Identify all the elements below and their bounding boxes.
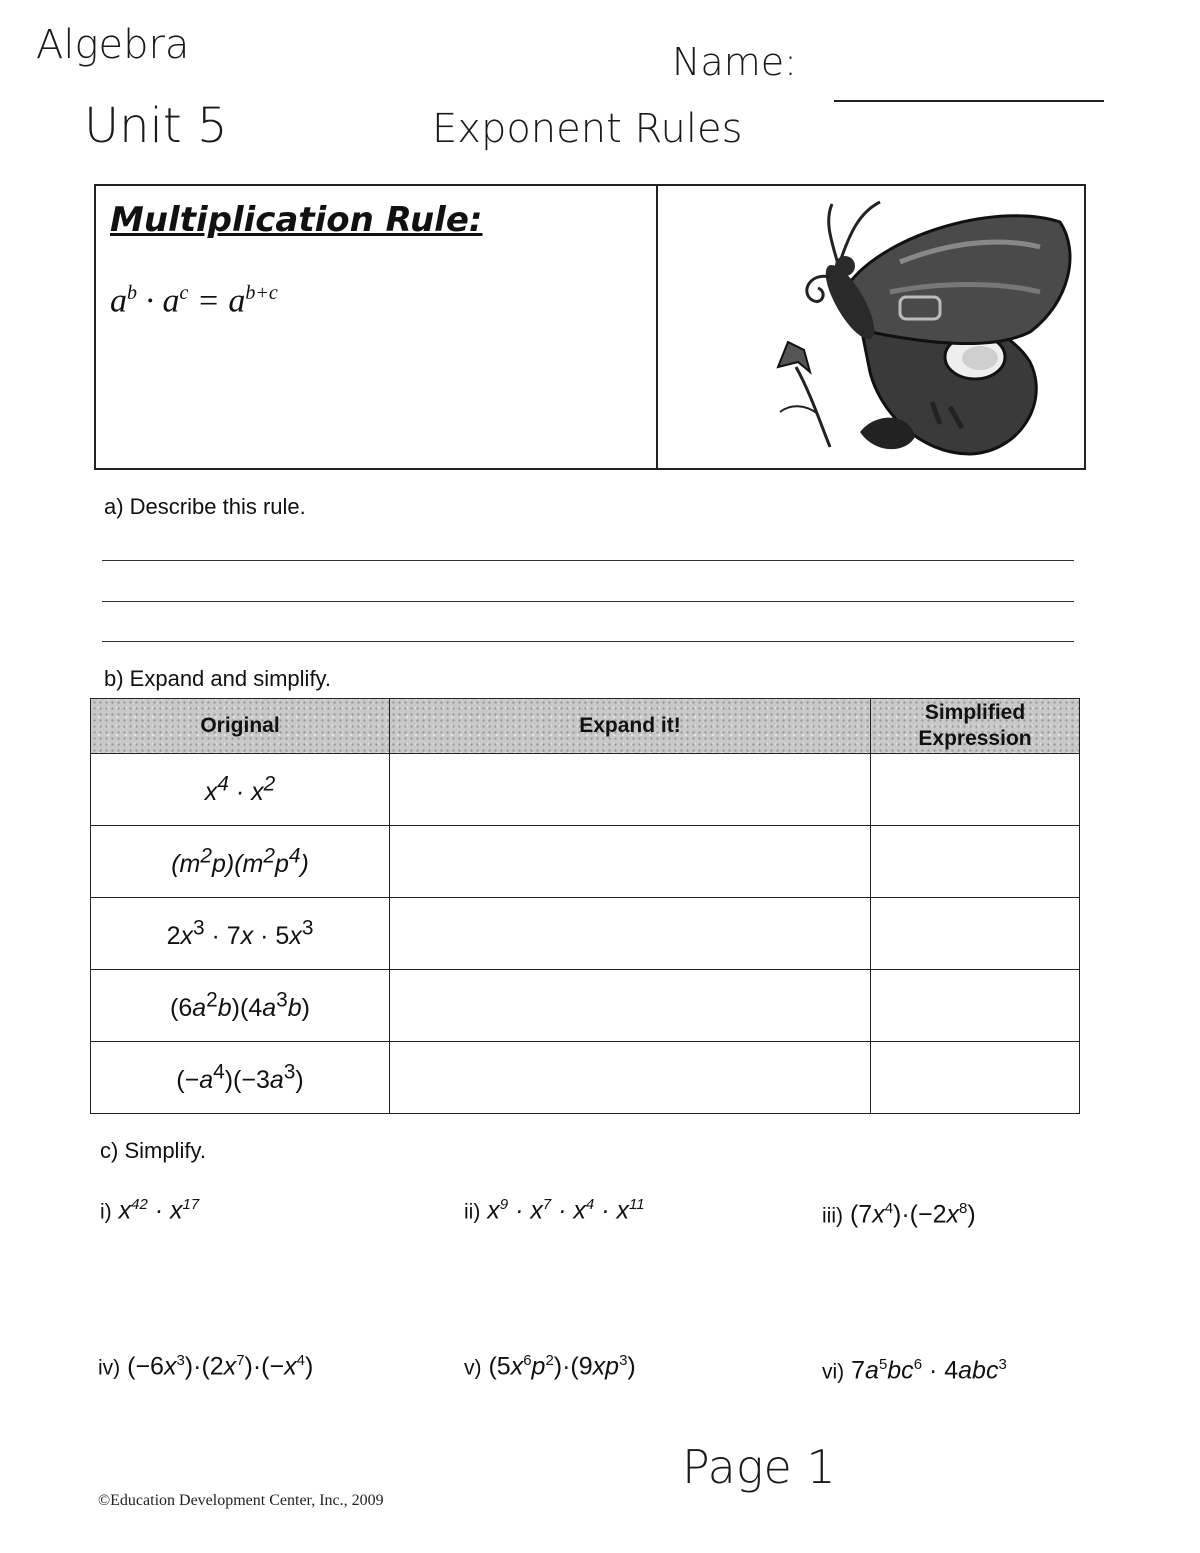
rule-text-panel <box>96 186 658 468</box>
expand-cell[interactable] <box>390 898 871 970</box>
name-blank-line[interactable] <box>834 100 1104 102</box>
simplified-cell[interactable] <box>871 970 1080 1042</box>
expression-2: $(m^2p)(m^2p^4)$ <box>171 844 309 878</box>
original-expression <box>91 754 390 826</box>
expand-cell[interactable] <box>390 1042 871 1114</box>
expand-cell[interactable] <box>390 826 871 898</box>
expression-4: $(6a^2b)(4a^3b)$ <box>170 988 310 1022</box>
expand-simplify-table <box>90 698 1080 1114</box>
expression-5: $(-a^4)(-3a^3)$ <box>176 1060 304 1094</box>
column-header-expand: Expand it! <box>390 699 871 754</box>
table-header-row <box>91 699 1080 754</box>
rule-heading: Multiplication Rule: <box>110 200 483 240</box>
column-header-simplified-label: Simplified Expression <box>918 701 1032 750</box>
original-expression <box>91 970 390 1042</box>
butterfly-illustration <box>700 192 1080 464</box>
expand-cell[interactable] <box>390 754 871 826</box>
name-label: Name: <box>672 40 797 84</box>
expand-cell[interactable] <box>390 970 871 1042</box>
problem-i: i) $x^{42} \cdot x^{17}$ <box>100 1196 200 1225</box>
question-c-prompt: c) Simplify. <box>100 1138 206 1163</box>
table-row <box>91 898 1080 970</box>
table-row <box>91 1042 1080 1114</box>
table-row <box>91 754 1080 826</box>
original-expression <box>91 826 390 898</box>
simplified-cell[interactable] <box>871 826 1080 898</box>
expression-3: $2x^3 \cdot 7x \cdot 5x^3$ <box>166 916 314 950</box>
simplified-cell[interactable] <box>871 898 1080 970</box>
rule-formula: $a^b \cdot a^c = a^{b+c}$ <box>110 282 278 320</box>
simplified-cell[interactable] <box>871 754 1080 826</box>
question-b-prompt: b) Expand and simplify. <box>104 666 332 691</box>
problem-v: v) $(5x^6p^2)\cdot(9xp^3)$ <box>464 1352 636 1381</box>
rule-box <box>94 184 1086 470</box>
answer-line[interactable] <box>102 601 1074 602</box>
worksheet-title: Exponent Rules <box>432 106 743 152</box>
original-expression <box>91 1042 390 1114</box>
problem-vi: vi) $7a^5bc^6 \cdot 4abc^3$ <box>822 1356 1007 1385</box>
page-number: Page 1 <box>682 1440 836 1494</box>
simplified-cell[interactable] <box>871 1042 1080 1114</box>
unit-label: Unit 5 <box>84 98 228 154</box>
answer-line[interactable] <box>102 641 1074 642</box>
column-header-original: Original <box>91 699 390 754</box>
table-row <box>91 826 1080 898</box>
column-header-simplified <box>871 699 1080 754</box>
problem-iii: iii) $(7x^4)\cdot(-2x^8)$ <box>822 1200 976 1229</box>
answer-line[interactable] <box>102 560 1074 561</box>
expression-1: $x^4 \cdot x^2$ <box>204 772 276 806</box>
problem-iv: iv) $(-6x^3)\cdot(2x^7)\cdot(-x^4)$ <box>98 1352 314 1381</box>
problem-ii: ii) $x^9 \cdot x^7 \cdot x^4 \cdot x^{11}$ <box>464 1196 645 1225</box>
original-expression <box>91 898 390 970</box>
copyright-notice: ©Education Development Center, Inc., 2009 <box>98 1492 384 1509</box>
course-title: Algebra <box>36 22 190 68</box>
question-a-prompt: a) Describe this rule. <box>104 494 306 519</box>
table-row <box>91 970 1080 1042</box>
